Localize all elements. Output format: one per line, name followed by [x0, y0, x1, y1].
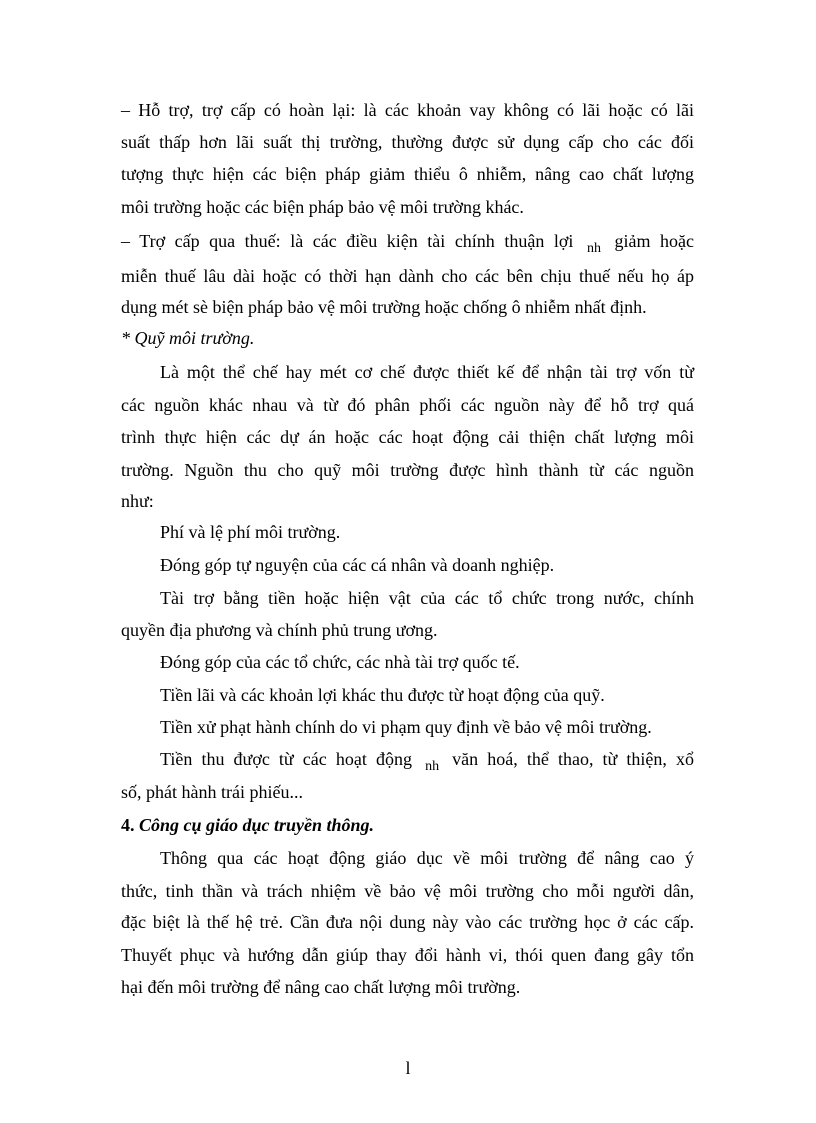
text-line	[121, 230, 694, 255]
list-item	[160, 748, 694, 773]
text-fragment: Tiền thu được từ các hoạt động	[160, 749, 412, 769]
list-item: Đóng góp tự nguyện của các cá nhân và doanh nghiệp.	[160, 555, 555, 575]
text-line: – Hỗ trợ, trợ cấp có hoàn lại: là các khoản vay không có lãi hoặc có lãi	[121, 100, 694, 120]
text-line: Thông qua các hoạt động giáo dục về môi trường để nâng cao ý	[160, 848, 694, 868]
text-line: quyền địa phương và chính phủ trung ương.	[121, 620, 438, 640]
text-line: dụng mét sè biện pháp bảo vệ môi trường hoặc chống ô nhiễm nhất định.	[121, 297, 647, 317]
subscript-mark: nh	[425, 759, 440, 774]
text-line: miễn thuế lâu dài hoặc có thời hạn dành cho các bên chịu thuế nếu họ áp	[121, 266, 694, 286]
section-title: Công cụ giáo dục truyền thông.	[139, 815, 375, 835]
text-line: như:	[121, 491, 154, 511]
subscript-mark: nh	[586, 241, 601, 256]
text-fragment: văn hoá, thể thao, từ thiện, xổ	[452, 749, 694, 769]
list-item: Tiền lãi và các khoản lợi khác thu được từ hoạt động của quỹ.	[160, 685, 605, 705]
list-item: Đóng góp của các tổ chức, các nhà tài trợ quốc tế.	[160, 652, 520, 672]
text-line: tượng thực hiện các biện pháp giảm thiểu ô nhiễm, nâng cao chất lượng	[121, 164, 694, 184]
list-item: Phí và lệ phí môi trường.	[160, 522, 341, 542]
list-item: Tiền xử phạt hành chính do vi phạm quy định về bảo vệ môi trường.	[160, 717, 652, 737]
text-line: Thuyết phục và hướng dẫn giúp thay đổi hành vi, thói quen đang gây tổn	[121, 945, 694, 965]
text-line: số, phát hành trái phiếu...	[121, 782, 303, 802]
text-fragment: giảm hoặc	[614, 231, 694, 251]
section-heading	[121, 814, 694, 836]
section-number: 4.	[121, 815, 135, 835]
text-line: các nguồn khác nhau và từ đó phân phối các nguồn này để hỗ trợ quá	[121, 395, 694, 415]
text-line: môi trường hoặc các biện pháp bảo vệ môi trường khác.	[121, 197, 524, 217]
text-line: suất thấp hơn lãi suất thị trường, thường được sử dụng cấp cho các đối	[121, 132, 694, 152]
text-line: hại đến môi trường để nâng cao chất lượng môi trường.	[121, 977, 521, 997]
text-line: Là một thể chế hay mét cơ chế được thiết kế để nhận tài trợ vốn từ	[160, 362, 694, 382]
text-line: đặc biệt là thế hệ trẻ. Cần đưa nội dung này vào các trường học ở các cấp.	[121, 912, 694, 932]
page-number: l	[405, 1058, 411, 1078]
text-fragment: – Trợ cấp qua thuế: là các điều kiện tài chính thuận lợi	[121, 231, 574, 251]
list-item: Tài trợ bằng tiền hoặc hiện vật của các tổ chức trong nước, chính	[160, 588, 694, 608]
text-line: thức, tinh thần và trách nhiệm về bảo vệ môi trường cho mỗi người dân,	[121, 881, 694, 901]
text-line: trình thực hiện các dự án hoặc các hoạt động cải thiện chất lượng môi	[121, 427, 694, 447]
subheading: * Quỹ môi trường.	[121, 328, 255, 348]
text-line: trường. Nguồn thu cho quỹ môi trường được hình thành từ các nguồn	[121, 460, 694, 480]
